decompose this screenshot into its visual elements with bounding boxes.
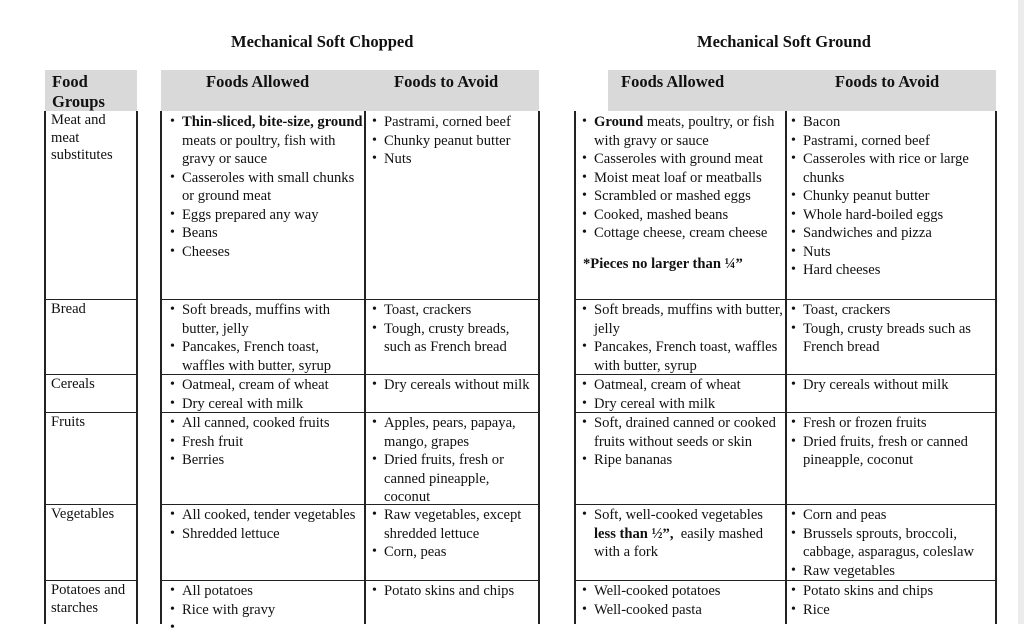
table-row [161,111,539,299]
group-label: Potatoes and starches [51,582,126,616]
list-item: • Well-cooked potatoes [579,582,785,601]
list-item: • Corn and peas [788,506,996,525]
group-row-vegetables [45,504,137,581]
header-ground-avoid: Foods to Avoid [835,72,940,91]
chopped-allowed-cell [167,413,363,505]
list-item: • Bacon [788,113,996,132]
table-row [161,299,539,375]
section-title-chopped: Mechanical Soft Chopped [231,32,414,51]
list-item: • Eggs prepared any way [167,206,363,225]
list-item: • Ripe bananas [579,451,785,470]
ground-avoid-cell [788,505,996,581]
group-row-potatoes [45,580,137,641]
food-groups-column [45,111,137,624]
ground-table [575,111,996,624]
list-item: • Pancakes, French toast, waffles with butter, syrup [167,338,363,375]
list-item: • Oatmeal, cream of wheat [167,376,363,395]
list-item: • Rice [788,601,996,620]
table-row [161,580,539,641]
list-item: • Tough, crusty breads, such as French bread [369,320,539,357]
group-label: Meat and meat substitutes [51,112,113,163]
list-item: • Brussels sprouts, broccoli, cabbage, asparagus, coleslaw [788,525,996,562]
table-row [575,504,996,581]
list-item: • Casseroles with small chunks or ground meat [167,169,363,206]
list-item: • Toast, crackers [788,301,996,320]
size-note: *Pieces no larger than ¼” [583,255,743,272]
list-item: • Sandwiches and pizza [788,224,996,243]
list-item: • Chunky peanut butter [369,132,539,151]
chopped-avoid-cell [369,111,539,299]
list-item: • Apples, pears, papaya, mango, grapes [369,414,539,451]
ground-avoid-cell [788,300,996,375]
list-item: • Shredded lettuce [167,525,363,544]
list-item: • Thin-sliced, bite-size, ground meats or poultry, fish with gravy or sauce [167,113,363,169]
group-label: Vegetables [51,506,115,522]
list-item: • Soft, well-cooked vegetables less than ½”, easily mashed with a fork [579,506,785,562]
list-item: • Casseroles with rice or large chunks [788,150,996,187]
ground-allowed-cell [579,111,785,299]
group-label: Cereals [51,376,95,392]
list-item: • Toast, crackers [369,301,539,320]
list-item: • Casseroles with ground meat [579,150,785,169]
list-item: • Raw vegetables [788,562,996,581]
list-item: • Soft breads, muffins with butter, jelly [579,301,785,338]
table-row [161,504,539,581]
ground-allowed-cell [579,505,785,581]
list-item: • All canned, cooked fruits [167,414,363,433]
chopped-allowed-cell [167,581,363,641]
list-item: • Fresh or frozen fruits [788,414,996,433]
ground-avoid-cell [788,111,996,299]
group-row-bread [45,299,137,375]
list-item: • Dried fruits, fresh or canned pineapple, coconut [788,433,996,470]
chopped-avoid-cell [369,413,539,505]
list-item: • Whole hard-boiled eggs [788,206,996,225]
ground-avoid-cell [788,581,996,641]
header-chopped-avoid: Foods to Avoid [394,72,499,91]
list-item: • Tough, crusty breads such as French bread [788,320,996,357]
list-item: • Dry cereals without milk [369,376,539,395]
chopped-allowed-cell [167,300,363,375]
list-item: • Corn, peas [369,543,539,562]
list-item: • Pastrami, corned beef [788,132,996,151]
list-item: • All cooked, tender vegetables [167,506,363,525]
ground-allowed-cell [579,413,785,505]
list-item: • Dry cereal with milk [579,395,785,414]
list-item: • Rice with gravy [167,601,363,620]
chopped-avoid-cell [369,300,539,375]
chopped-table [161,111,539,624]
list-item: • Cheeses [167,243,363,262]
list-item: • Moist meat loaf or meatballs [579,169,785,188]
ground-avoid-cell [788,413,996,505]
header-ground [608,70,996,111]
list-item: • Well-cooked pasta [579,601,785,620]
list-item: • Ground meats, poultry, or fish with gravy or sauce [579,113,785,150]
header-food-groups-line2: Groups [52,92,105,111]
list-item: • Fresh fruit [167,433,363,452]
header-chopped-allowed: Foods Allowed [206,72,310,91]
section-title-ground: Mechanical Soft Ground [697,32,871,51]
chopped-allowed-cell [167,111,363,299]
list-item: • Nuts [369,150,539,169]
list-item: • Cooked, mashed beans [579,206,785,225]
list-item: • Nuts [788,243,996,262]
list-item: • Scrambled or mashed eggs [579,187,785,206]
list-item: • Raw vegetables, except shredded lettuce [369,506,539,543]
chopped-allowed-cell [167,375,363,413]
list-item: • Dry cereal with milk [167,395,363,414]
table-row [575,111,996,299]
ground-allowed-cell [579,375,785,413]
chopped-avoid-cell [369,505,539,581]
chopped-avoid-cell [369,581,539,641]
list-item: • Cottage cheese, cream cheese [579,224,785,243]
list-item: • Potato skins and chips [788,582,996,601]
group-row-fruits [45,412,137,505]
header-food-groups [45,70,137,111]
header-food-groups-line1: Food [52,72,88,91]
group-label: Bread [51,301,86,317]
list-item: • Dry cereals without milk [788,376,996,395]
list-item-clipped [167,619,363,638]
list-item: • Pancakes, French toast, waffles with butter, syrup [579,338,785,375]
list-item: • Chunky peanut butter [788,187,996,206]
header-chopped [161,70,539,111]
table-row [575,374,996,413]
list-item: • All potatoes [167,582,363,601]
list-item: • Oatmeal, cream of wheat [579,376,785,395]
scrollbar-strip[interactable] [1018,0,1024,624]
list-item: • Beans [167,224,363,243]
chopped-allowed-cell [167,505,363,581]
list-item: • Hard cheeses [788,261,996,280]
ground-allowed-cell [579,581,785,641]
ground-avoid-cell [788,375,996,413]
header-ground-allowed: Foods Allowed [621,72,725,91]
chopped-avoid-cell [369,375,539,413]
table-row [575,299,996,375]
table-row [161,374,539,413]
group-row-cereals [45,374,137,413]
list-item: • Dried fruits, fresh or canned pineapple, coconut [369,451,539,505]
list-item: • Potato skins and chips [369,582,539,601]
table-row [575,580,996,641]
group-row-meat [45,111,137,299]
group-label: Fruits [51,414,86,430]
list-item: • Pastrami, corned beef [369,113,539,132]
table-row [575,412,996,505]
ground-allowed-cell [579,300,785,375]
list-item: • Soft breads, muffins with butter, jelly [167,301,363,338]
list-item: • Soft, drained canned or cooked fruits without seeds or skin [579,414,785,451]
list-item: • Berries [167,451,363,470]
table-row [161,412,539,505]
